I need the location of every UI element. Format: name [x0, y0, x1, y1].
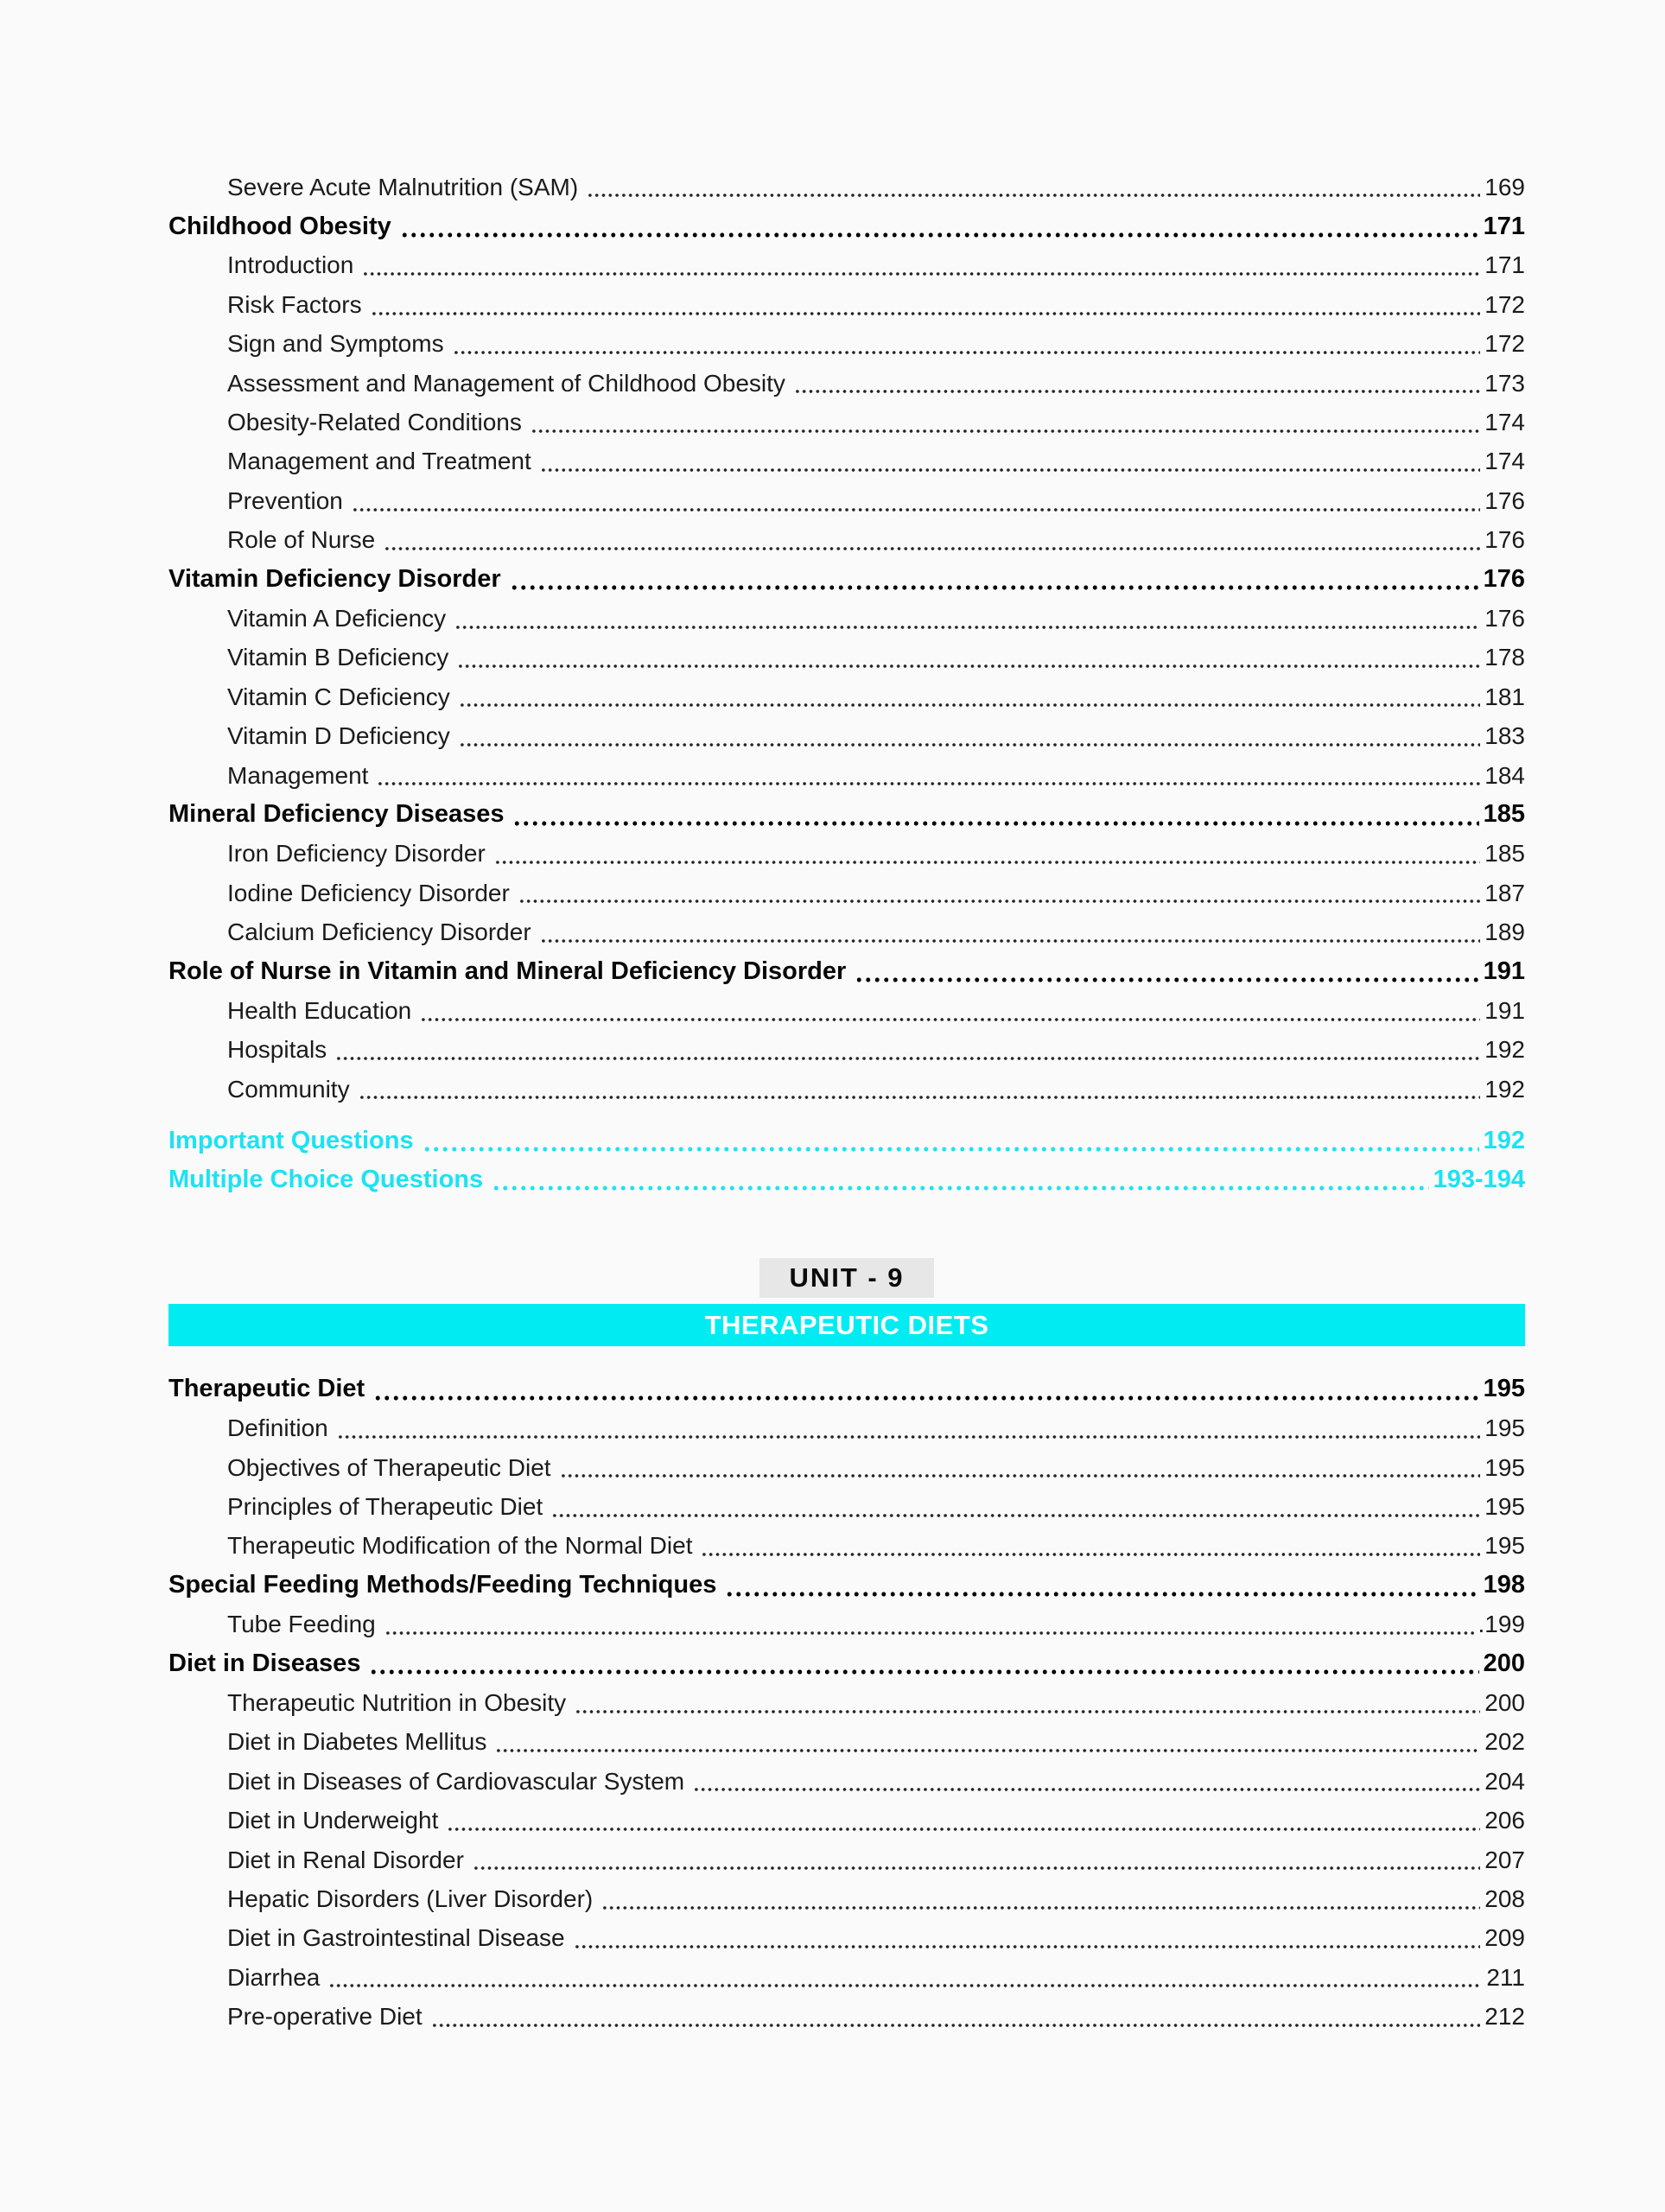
toc-entry-label: Diet in Underweight [227, 1807, 439, 1834]
toc-leader-dots [431, 2020, 1481, 2031]
toc-entry-page: 195 [1484, 1493, 1525, 1521]
toc-entry-label: Health Education [227, 996, 412, 1024]
toc-entry-page: 207 [1484, 1846, 1525, 1873]
toc-upper-list [168, 168, 1525, 1199]
toc-entry-label: Special Feeding Methods/Feeding Techniques [168, 1571, 717, 1599]
toc-entry-label: Risk Factors [227, 290, 362, 318]
toc-entry-page: 192 [1484, 1036, 1525, 1064]
toc-leader-dots [492, 1183, 1428, 1193]
toc-leader-dots [587, 190, 1480, 200]
toc-entry-label: Obesity-Related Conditions [227, 409, 522, 436]
toc-entry [168, 639, 1525, 677]
toc-leader-dots [337, 1432, 1481, 1442]
toc-entry-page: 195 [1484, 1532, 1525, 1560]
toc-entry-page: 209 [1484, 1924, 1525, 1952]
toc-entry-page: 192 [1483, 1126, 1525, 1154]
toc-entry-label: Principles of Therapeutic Diet [227, 1493, 543, 1521]
toc-entry-page: 189 [1484, 918, 1525, 946]
toc-entry-label: Sign and Symptoms [227, 330, 444, 358]
toc-entry [168, 1801, 1525, 1840]
toc-entry-page: 184 [1484, 761, 1525, 789]
toc-entry-page: 198 [1483, 1571, 1525, 1599]
toc-leader-dots [457, 661, 1480, 671]
toc-leader-dots [447, 1824, 1480, 1834]
toc-entry-page: .199 [1478, 1611, 1525, 1638]
toc-entry-label: Community [227, 1075, 350, 1103]
toc-leader-dots [601, 1903, 1480, 1913]
toc-entry [168, 716, 1525, 755]
toc-entry [168, 912, 1525, 951]
toc-leader-dots [335, 1053, 1480, 1064]
toc-entry-page: 193-194 [1433, 1165, 1525, 1193]
toc-entry [168, 599, 1525, 638]
toc-entry-label: Diet in Diabetes Mellitus [227, 1728, 487, 1756]
toc-leader-dots [362, 269, 1480, 279]
toc-entry-page: 181 [1484, 683, 1525, 710]
toc-entry [168, 952, 1525, 991]
toc-entry [168, 835, 1525, 874]
toc-entry-label: Pre-operative Diet [227, 2003, 423, 2031]
toc-leader-dots [371, 308, 1481, 319]
toc-entry-label: Definition [227, 1414, 328, 1442]
toc-entry [168, 677, 1525, 716]
toc-leader-dots [494, 857, 1481, 868]
toc-leader-dots [420, 1014, 1480, 1025]
toc-leader-dots [459, 740, 1480, 750]
toc-entry-page: 185 [1483, 800, 1525, 829]
toc-leader-dots [495, 1745, 1480, 1756]
toc-entry [168, 1919, 1525, 1958]
toc-entry [168, 442, 1525, 481]
toc-lower-list [168, 1370, 1525, 2037]
toc-leader-dots [373, 1393, 1478, 1403]
unit-title-banner [168, 1304, 1525, 1346]
toc-entry [168, 1840, 1525, 1879]
toc-entry-label: Hospitals [227, 1036, 327, 1064]
toc-entry [168, 1958, 1525, 1997]
toc-entry [168, 364, 1525, 403]
toc-entry-label: Therapeutic Modification of the Normal Diet [227, 1532, 693, 1560]
toc-entry-label: Iron Deficiency Disorder [227, 840, 486, 868]
unit-title-label: THERAPEUTIC DIETS [704, 1309, 989, 1340]
toc-leader-dots [855, 975, 1478, 985]
toc-leader-dots [701, 1549, 1480, 1560]
toc-leader-dots [540, 465, 1481, 475]
toc-entry [168, 756, 1525, 795]
toc-entry [168, 1566, 1525, 1605]
toc-entry-label: Objectives of Therapeutic Diet [227, 1453, 551, 1481]
toc-entry [168, 246, 1525, 285]
toc-leader-dots [560, 1471, 1481, 1481]
toc-entry-label: Prevention [227, 486, 343, 514]
toc-entry-label: Therapeutic Diet [168, 1375, 365, 1403]
toc-leader-dots [384, 543, 1480, 554]
toc-entry-label: Role of Nurse in Vitamin and Mineral Deficiency Disorder [168, 957, 847, 985]
toc-entry [168, 1370, 1525, 1408]
toc-entry [168, 1031, 1525, 1070]
toc-leader-dots [725, 1589, 1478, 1599]
toc-entry-page: 171 [1483, 212, 1525, 240]
unit-number-label: UNIT - 9 [789, 1262, 905, 1294]
toc-entry [168, 874, 1525, 912]
toc-entry [168, 325, 1525, 364]
toc-entry-page: 187 [1484, 879, 1525, 906]
toc-leader-dots [512, 818, 1478, 829]
toc-entry-page: 183 [1484, 722, 1525, 750]
toc-entry [168, 1997, 1525, 2036]
toc-leader-dots [510, 582, 1479, 593]
toc-entry-page: 176 [1484, 604, 1525, 632]
toc-entry-label: Assessment and Management of Childhood Obesity [227, 369, 785, 397]
toc-entry-page: 211 [1486, 1963, 1525, 1991]
toc-entry-page: 195 [1484, 1453, 1525, 1481]
toc-leader-dots [540, 936, 1481, 946]
toc-entry-page: 191 [1484, 996, 1525, 1024]
toc-leader-dots [359, 1092, 1481, 1103]
toc-entry [168, 1448, 1525, 1487]
toc-entry-page: 174 [1484, 409, 1525, 436]
toc-entry-label: Vitamin D Deficiency [227, 722, 450, 750]
toc-entry [168, 1070, 1525, 1109]
toc-entry-page: 204 [1484, 1767, 1525, 1795]
toc-entry-label: Important Questions [168, 1126, 414, 1154]
toc-leader-dots [400, 230, 1479, 240]
toc-entry [168, 991, 1525, 1030]
toc-entry-page: 171 [1484, 251, 1525, 279]
unit-header [168, 1258, 1525, 1346]
toc-leader-dots [352, 505, 1480, 515]
toc-leader-dots [423, 1144, 1479, 1154]
toc-entry [168, 521, 1525, 560]
toc-leader-dots [574, 1942, 1481, 1952]
toc-entry [168, 560, 1525, 599]
toc-entry-page: 192 [1484, 1075, 1525, 1103]
toc-entry [168, 1487, 1525, 1526]
toc-leader-dots [473, 1863, 1480, 1873]
toc-entry [168, 1762, 1525, 1801]
toc-leader-dots [551, 1510, 1480, 1521]
toc-entry-label: Vitamin Deficiency Disorder [168, 565, 501, 594]
toc-entry-page: 202 [1484, 1728, 1525, 1756]
toc-leader-dots [454, 622, 1480, 632]
toc-entry [168, 168, 1525, 207]
toc-entry-page: 176 [1484, 526, 1525, 554]
unit-number-box [759, 1258, 934, 1298]
toc-entry-page: 212 [1484, 2003, 1525, 2031]
toc-entry [168, 1605, 1525, 1644]
toc-entry-label: Tube Feeding [227, 1611, 376, 1638]
toc-leader-dots [794, 386, 1480, 397]
toc-entry-page: 206 [1484, 1807, 1525, 1834]
toc-leader-dots [384, 1628, 1474, 1638]
toc-entry-page: 172 [1484, 290, 1525, 318]
toc-entry-label: Diet in Diseases of Cardiovascular System [227, 1767, 685, 1795]
toc-entry [168, 1409, 1525, 1448]
toc-entry [168, 403, 1525, 442]
toc-entry [168, 795, 1525, 834]
toc-entry-page: 178 [1484, 644, 1525, 671]
toc-entry [168, 1683, 1525, 1722]
toc-leader-dots [531, 426, 1480, 436]
toc-entry-label: Management [227, 761, 369, 789]
toc-entry-label: Iodine Deficiency Disorder [227, 879, 510, 906]
toc-entry [168, 285, 1525, 324]
toc-entry-label: Management and Treatment [227, 448, 531, 475]
toc-entry [168, 1121, 1525, 1160]
toc-entry-label: Vitamin A Deficiency [227, 604, 447, 632]
toc-entry-label: Diarrhea [227, 1963, 321, 1991]
toc-entry-page: 176 [1484, 486, 1525, 514]
toc-entry-label: Severe Acute Malnutrition (SAM) [227, 173, 579, 200]
toc-entry-label: Therapeutic Nutrition in Obesity [227, 1688, 567, 1716]
toc-entry [168, 481, 1525, 520]
toc-entry-label: Diet in Diseases [168, 1649, 361, 1678]
toc-entry-page: 200 [1484, 1688, 1525, 1716]
toc-entry-page: 172 [1484, 330, 1525, 358]
toc-leader-dots [328, 1980, 1482, 1991]
toc-entry-page: 191 [1483, 957, 1525, 985]
toc-entry-label: Vitamin C Deficiency [227, 683, 450, 710]
toc-entry [168, 1527, 1525, 1566]
toc-entry-label: Vitamin B Deficiency [227, 644, 449, 671]
toc-leader-dots [693, 1784, 1480, 1795]
toc-entry [168, 1160, 1525, 1199]
toc-entry-page: 173 [1484, 369, 1525, 397]
toc-entry-page: 169 [1484, 173, 1525, 200]
toc-entry-label: Hepatic Disorders (Liver Disorder) [227, 1885, 594, 1912]
toc-leader-dots [459, 700, 1480, 710]
toc-leader-dots [575, 1707, 1480, 1717]
toc-entry [168, 1644, 1525, 1683]
toc-entry-label: Introduction [227, 251, 354, 279]
toc-entry-label: Calcium Deficiency Disorder [227, 918, 531, 946]
toc-leader-dots [369, 1667, 1478, 1677]
toc-entry-page: 208 [1484, 1885, 1525, 1912]
toc-entry-label: Mineral Deficiency Diseases [168, 800, 505, 829]
toc-entry-page: 174 [1484, 448, 1525, 475]
toc-leader-dots [453, 347, 1481, 358]
toc-entry-page: 195 [1483, 1375, 1525, 1403]
toc-entry [168, 1879, 1525, 1918]
toc-entry-label: Multiple Choice Questions [168, 1165, 484, 1193]
toc-entry-page: 185 [1484, 840, 1525, 868]
toc-entry-page: 195 [1484, 1414, 1525, 1442]
toc-entry-page: 176 [1483, 565, 1525, 594]
toc-entry-label: Diet in Renal Disorder [227, 1846, 464, 1873]
toc-entry-label: Childhood Obesity [168, 212, 391, 240]
toc-entry [168, 1723, 1525, 1762]
toc-entry [168, 207, 1525, 245]
toc-entry-page: 200 [1483, 1649, 1525, 1678]
toc-entry-label: Role of Nurse [227, 526, 376, 554]
toc-leader-dots [377, 779, 1480, 789]
toc-leader-dots [518, 896, 1480, 906]
toc-entry-label: Diet in Gastrointestinal Disease [227, 1924, 565, 1952]
